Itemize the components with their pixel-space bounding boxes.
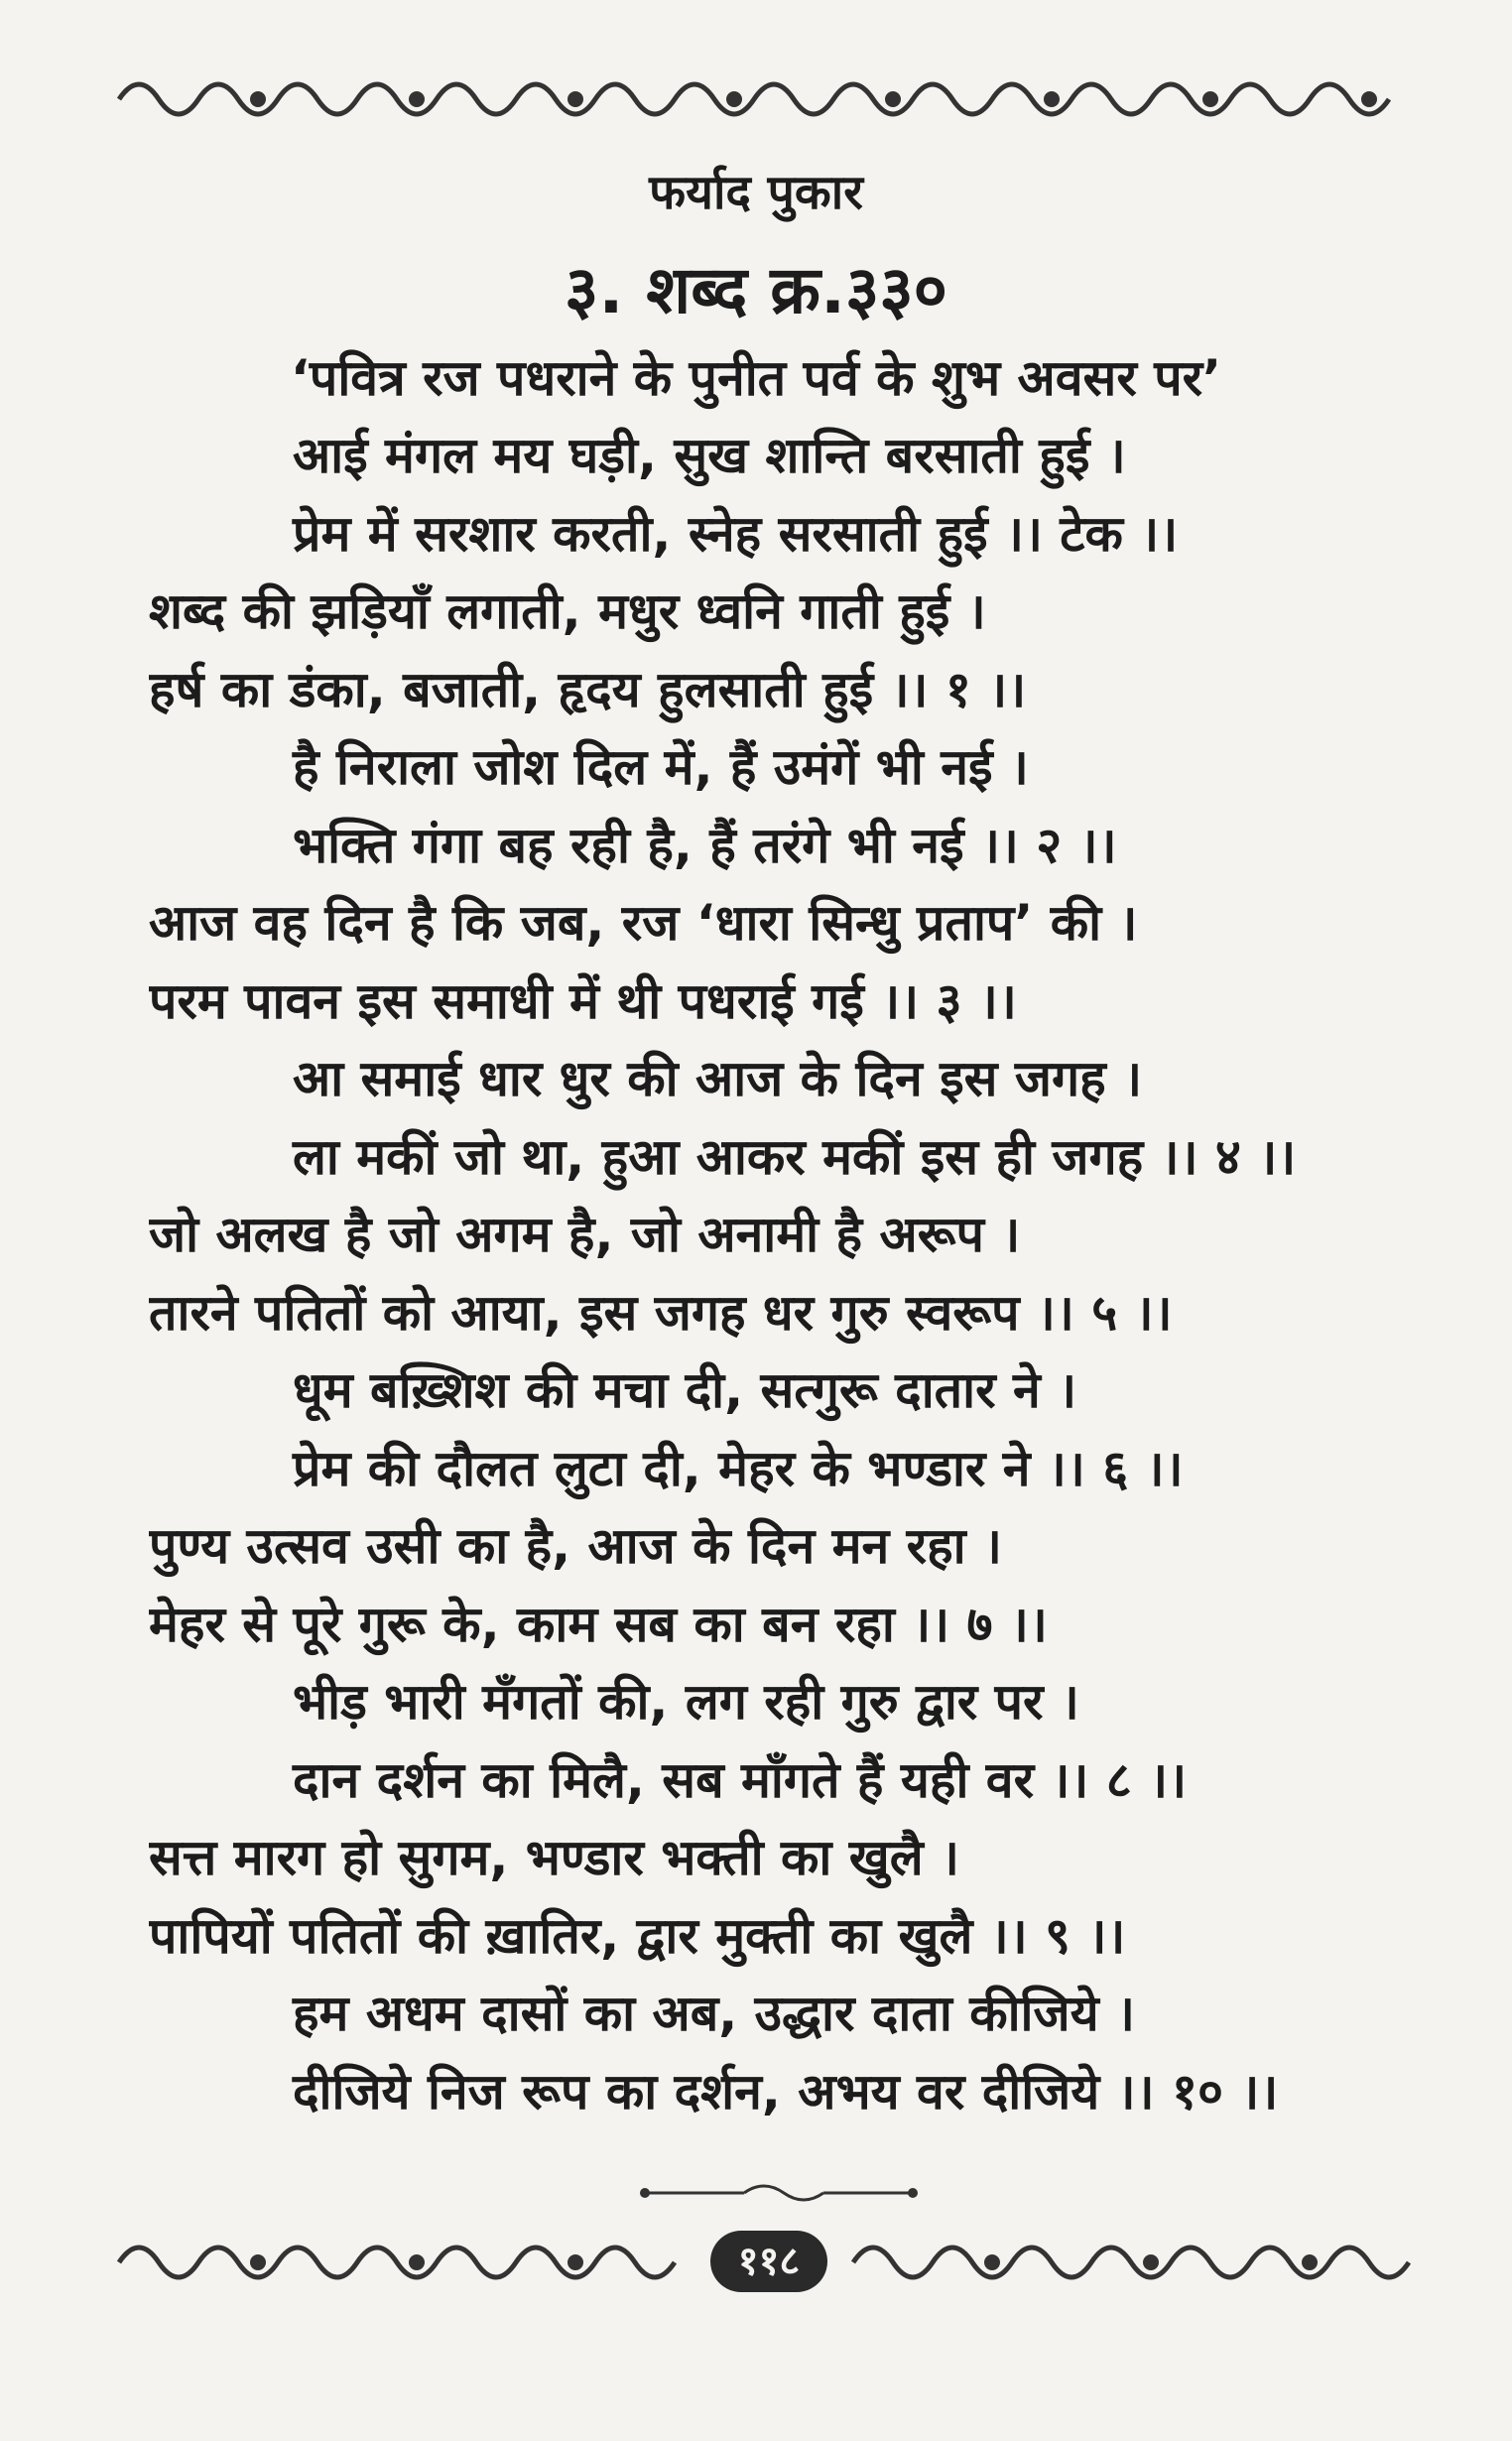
verse-line: भक्ति गंगा बह रही है, हैं तरंगे भी नई ।। २ ।। [293,816,1117,874]
verse-line: हर्ष का डंका, बजाती, हृदय हुलसाती हुई ।। १ ।। [149,660,1027,718]
verse-line: पापियों पतितों की ख़ातिर, द्वार मुक्ती का खुलै ।। ९ ।। [149,1906,1126,1965]
verse-list [149,417,1409,2130]
verse-line: मेहर से पूरे गुरू के, काम सब का बन रहा ।। ७ ।। [149,1595,1048,1653]
verse-line: ला मकीं जो था, हुआ आकर मकीं इस ही जगह ।। ४ ।। [293,1127,1297,1186]
verse-line: पुण्य उत्सव उसी का है, आज के दिन मन रहा । [149,1517,1002,1575]
decorative-divider [635,2178,923,2208]
verse-line: दान दर्शन का मिलै, सब माँगते हैं यही वर ।। ८ ।। [293,1750,1188,1809]
verse-line: है निराला जोश दिल में, हैं उमंगें भी नई । [293,738,1029,796]
verse-line: धूम बख़्शिश की मचा दी, सत्गुरू दातार ने । [293,1361,1077,1419]
verse-line: तारने पतितों को आया, इस जगह धर गुरु स्वरूप ।। ५ ।। [149,1283,1173,1342]
verse-line: प्रेम की दौलत लुटा दी, मेहर के भण्डार ने ।। ६ ।। [293,1439,1184,1497]
verse-line: सत्त मारग हो सुगम, भण्डार भक्ती का खुलै । [149,1829,959,1886]
verse-line: आई मंगल मय घड़ी, सुख शान्ति बरसाती हुई । [293,427,1126,484]
section-label: फर्याद पुकार [649,165,863,220]
verse-line: प्रेम में सरशार करती, स्नेह सरसाती हुई ।। टेक ।। [293,504,1179,563]
top-ornamental-border [99,55,1419,144]
verse-line: हम अधम दासों का अब, उद्धार दाता कीजिये । [293,1985,1135,2042]
shabad-title: ३. शब्द क्र.३३० [565,252,947,328]
verse-line: भीड़ भारी मँगतों की, लग रही गुरु द्वार पर । [293,1673,1079,1731]
page-number: ११८ [710,2231,827,2292]
verse-line: आ समाई धार धुर की आज के दिन इस जगह । [293,1050,1143,1107]
verse-line: परम पावन इस समाधी में थी पधराई गई ।। ३ ।। [149,971,1017,1030]
verse-line: शब्द की झड़ियाँ लगाती, मधुर ध्वनि गाती हुई । [149,582,986,640]
verse-line: दीजिये निज रूप का दर्शन, अभय वर दीजिये ।। १० ।। [293,2062,1279,2120]
verse-line: आज वह दिन है कि जब, रज ‘धारा सिन्धु प्रताप’ की । [149,894,1138,952]
verse-line: जो अलख है जो अगम है, जो अनामी है अरूप । [149,1206,1021,1263]
occasion-subtitle: ‘पवित्र रज पधराने के पुनीत पर्व के शुभ अवसर पर’ [290,349,1222,407]
